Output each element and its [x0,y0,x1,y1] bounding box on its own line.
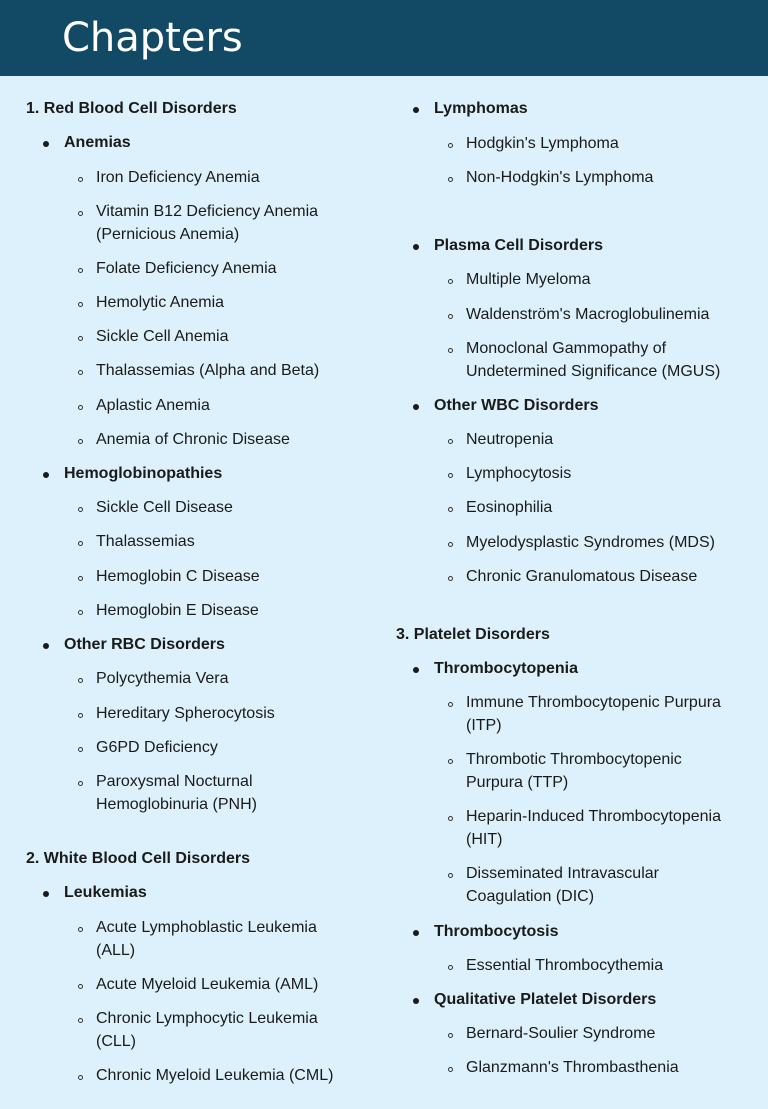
bullet-circle-icon [448,542,453,547]
bullet-circle-icon [78,405,83,410]
list-item: Eosinophilia [466,499,553,516]
bullet-circle-icon [448,473,453,478]
subsection-qualitative-platelet: Qualitative Platelet Disorders [434,991,657,1008]
subsection-lymphomas: Lymphomas [434,100,528,117]
bullet-dot-icon [413,404,419,410]
list-item-continuation: (ALL) [96,942,136,959]
list-item: G6PD Deficiency [96,739,218,756]
bullet-circle-icon [78,211,83,216]
bullet-dot-icon [413,107,419,113]
bullet-circle-icon [448,1067,453,1072]
bullet-circle-icon [78,177,83,182]
list-item: Folate Deficiency Anemia [96,260,277,277]
list-item-continuation: (HIT) [466,831,503,848]
bullet-circle-icon [78,268,83,273]
bullet-circle-icon [78,576,83,581]
bullet-circle-icon [78,678,83,683]
list-item: Anemia of Chronic Disease [96,431,290,448]
bullet-dot-icon [413,930,419,936]
list-item: Glanzmann's Thrombasthenia [466,1059,679,1076]
subsection-leukemias: Leukemias [64,884,147,901]
bullet-circle-icon [448,348,453,353]
bullet-circle-icon [448,507,453,512]
list-item: Sickle Cell Anemia [96,328,229,345]
bullet-circle-icon [78,302,83,307]
bullet-dot-icon [413,244,419,250]
section-title-red-blood-cell: 1. Red Blood Cell Disorders [26,100,237,117]
list-item-continuation: Hemoglobinuria (PNH) [96,796,257,813]
subsection-hemoglobinopathies: Hemoglobinopathies [64,465,223,482]
bullet-circle-icon [448,143,453,148]
bullet-dot-icon [413,998,419,1004]
list-item: Immune Thrombocytopenic Purpura [466,694,721,711]
bullet-circle-icon [448,759,453,764]
list-item: Thalassemias [96,533,195,550]
list-item: Bernard-Soulier Syndrome [466,1025,656,1042]
header-bar [0,0,768,76]
bullet-circle-icon [448,702,453,707]
bullet-circle-icon [78,1018,83,1023]
list-item: Hodgkin's Lymphoma [466,135,619,152]
list-item: Chronic Lymphocytic Leukemia [96,1010,318,1027]
bullet-circle-icon [448,279,453,284]
list-item: Monoclonal Gammopathy of [466,340,667,357]
subsection-other-wbc: Other WBC Disorders [434,397,599,414]
section-title-white-blood-cell: 2. White Blood Cell Disorders [26,850,251,867]
list-item: Disseminated Intravascular [466,865,659,882]
bullet-circle-icon [78,370,83,375]
list-item: Paroxysmal Nocturnal [96,773,253,790]
bullet-circle-icon [78,507,83,512]
list-item: Chronic Myeloid Leukemia (CML) [96,1067,334,1084]
list-item: Myelodysplastic Syndromes (MDS) [466,534,715,551]
bullet-circle-icon [78,781,83,786]
bullet-circle-icon [78,713,83,718]
bullet-circle-icon [448,873,453,878]
bullet-dot-icon [43,141,49,147]
subsection-plasma-cell: Plasma Cell Disorders [434,237,603,254]
list-item-continuation: (Pernicious Anemia) [96,226,240,243]
list-item: Vitamin B12 Deficiency Anemia [96,203,319,220]
subsection-thrombocytopenia: Thrombocytopenia [434,660,579,677]
list-item-continuation: Purpura (TTP) [466,774,569,791]
bullet-dot-icon [43,472,49,478]
bullet-circle-icon [448,177,453,182]
list-item: Neutropenia [466,431,554,448]
list-item-continuation: (CLL) [96,1033,137,1050]
bullet-circle-icon [448,1033,453,1038]
list-item: Lymphocytosis [466,465,572,482]
list-item: Multiple Myeloma [466,271,591,288]
subsection-other-rbc: Other RBC Disorders [64,636,225,653]
bullet-circle-icon [448,965,453,970]
bullet-circle-icon [78,984,83,989]
list-item: Thrombotic Thrombocytopenic [466,751,682,768]
list-item: Heparin-Induced Thrombocytopenia [466,808,721,825]
bullet-circle-icon [448,314,453,319]
bullet-dot-icon [413,667,419,673]
bullet-circle-icon [78,541,83,546]
bullet-dot-icon [43,643,49,649]
list-item: Essential Thrombocythemia [466,957,664,974]
bullet-circle-icon [448,576,453,581]
list-item: Thalassemias (Alpha and Beta) [96,362,320,379]
list-item: Sickle Cell Disease [96,499,233,516]
bullet-circle-icon [78,1075,83,1080]
list-item: Hereditary Spherocytosis [96,705,275,722]
list-item: Iron Deficiency Anemia [96,169,260,186]
bullet-circle-icon [78,336,83,341]
bullet-circle-icon [78,610,83,615]
list-item: Waldenström's Macroglobulinemia [466,306,710,323]
section-title-platelet: 3. Platelet Disorders [396,626,550,643]
list-item: Hemoglobin E Disease [96,602,259,619]
list-item-continuation: Undetermined Significance (MGUS) [466,363,721,380]
subsection-thrombocytosis: Thrombocytosis [434,923,559,940]
list-item: Non-Hodgkin's Lymphoma [466,169,654,186]
bullet-circle-icon [78,439,83,444]
list-item: Polycythemia Vera [96,670,229,687]
list-item-continuation: (ITP) [466,717,502,734]
list-item: Hemoglobin C Disease [96,568,260,585]
bullet-circle-icon [78,927,83,932]
bullet-circle-icon [78,747,83,752]
page-title: Chapters [62,15,243,61]
list-item: Aplastic Anemia [96,397,210,414]
list-item: Acute Lymphoblastic Leukemia [96,919,317,936]
subsection-anemias: Anemias [64,134,131,151]
bullet-circle-icon [448,816,453,821]
list-item: Acute Myeloid Leukemia (AML) [96,976,319,993]
list-item: Chronic Granulomatous Disease [466,568,698,585]
bullet-circle-icon [448,439,453,444]
bullet-dot-icon [43,891,49,897]
list-item-continuation: Coagulation (DIC) [466,888,595,905]
list-item: Hemolytic Anemia [96,294,225,311]
